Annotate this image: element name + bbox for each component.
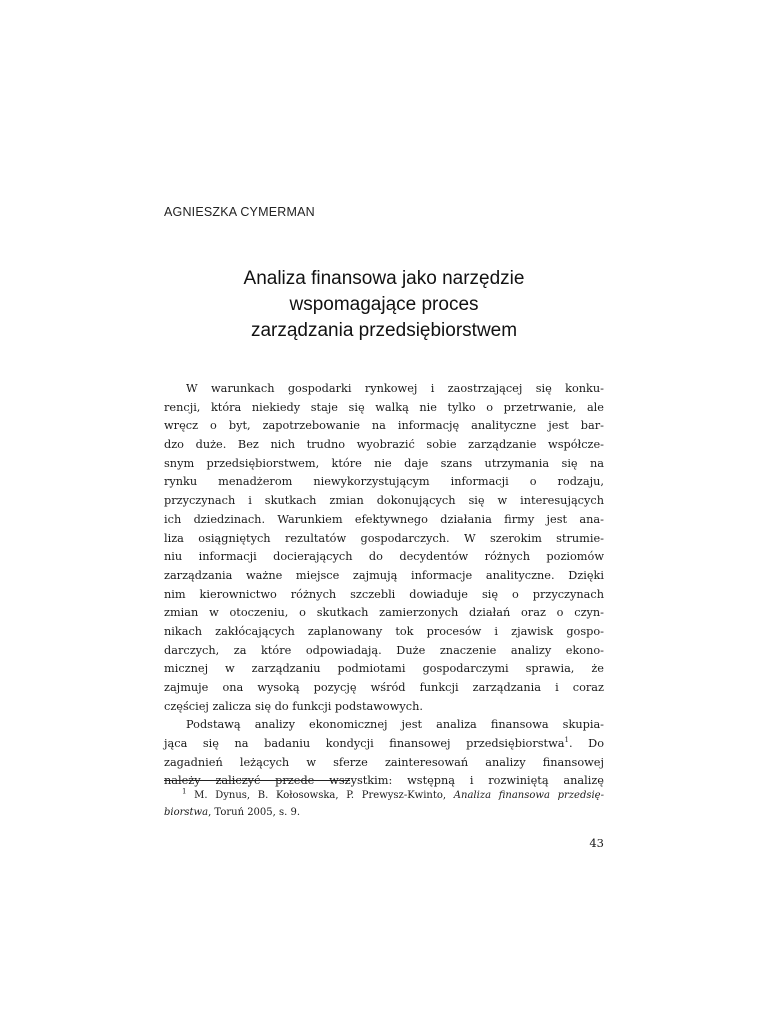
footnote-publication: , Toruń 2005, s. 9. [208,807,301,818]
footnote-divider [164,780,350,781]
body-line: snym przedsiębiorstwem, które nie daje szans utrzymania się na [164,456,604,470]
footnote-line [164,787,604,804]
body-line: niu informacji docierających do decydentów różnych poziomów [164,550,604,564]
body-line: rynku menadżerom niewykorzystującym informacji o rodzaju, [164,475,604,489]
body-line-text: jąca się na badaniu kondycji finansowej przedsiębiorstwa [164,737,565,751]
body-line-text: . Do [568,737,604,751]
footnote [164,787,604,821]
body-text [164,380,604,791]
body-line: przyczynach i skutkach zmian dokonujących się w interesujących [164,494,604,508]
body-line: nim kierownictwo różnych szczebli dowiaduje się o przyczynach [164,587,604,601]
body-line: zarządzania ważne miejsce zajmują informacje analityczne. Dzięki [164,568,604,582]
body-line: nikach zakłócających zaplanowany tok procesów i zjawisk gospo- [164,624,604,638]
body-line: ich dziedzinach. Warunkiem efektywnego działania firmy jest ana- [164,512,604,526]
body-line: liza osiągniętych rezultatów gospodarczych. W szerokim strumie- [164,531,604,545]
title-line: zarządzania przedsiębiorstwem [250,320,518,341]
page-number: 43 [589,836,604,850]
footnote-title: biorstwa [164,807,209,818]
title-line: wspomagające proces [289,294,479,315]
body-line: darczych, za które odpowiadają. Duże znaczenie analizy ekono- [164,643,604,657]
body-line: Podstawą analizy ekonomicznej jest analiza finansowa skupia- [186,718,604,732]
body-line: zmian w otoczeniu, o skutkach zamierzonych działań oraz o czyn- [164,606,604,620]
body-line: wręcz o byt, zapotrzebowanie na informację analityczne jest bar- [164,419,604,433]
footnote-line [164,804,604,821]
body-line: należy zaliczyć przede wszystkim: wstępną i rozwiniętą analizę [164,774,604,788]
footnote-authors: M. Dynus, B. Kołosowska, P. Prewysz-Kwinto, [194,790,447,801]
body-line: częściej zalicza się do funkcji podstawowych. [164,699,423,713]
body-line: micznej w zarządzaniu podmiotami gospodarczymi sprawia, że [164,662,604,676]
article-title [164,266,604,344]
author-name: AGNIESZKA CYMERMAN [164,205,315,219]
title-line: Analiza finansowa jako narzędzie [243,268,525,289]
body-line: rencji, która niekiedy staje się walką nie tylko o przetrwanie, ale [164,400,604,414]
body-line: dzo duże. Bez nich trudno wyobrazić sobie zarządzanie współcze- [164,438,604,452]
footnote-title: Analiza finansowa przedsię- [453,790,604,801]
body-line-with-footnote-ref [164,735,604,754]
body-line: W warunkach gospodarki rynkowej i zaostrzającej się konku- [186,382,604,395]
body-line: zagadnień leżących w sferze zainteresowań analizy finansowej [164,755,604,769]
footnote-reference[interactable]: 1 [564,736,569,745]
footnote-marker: 1 [182,787,187,796]
body-line: zajmuje ona wysoką pozycję wśród funkcji zarządzania i coraz [164,681,604,694]
